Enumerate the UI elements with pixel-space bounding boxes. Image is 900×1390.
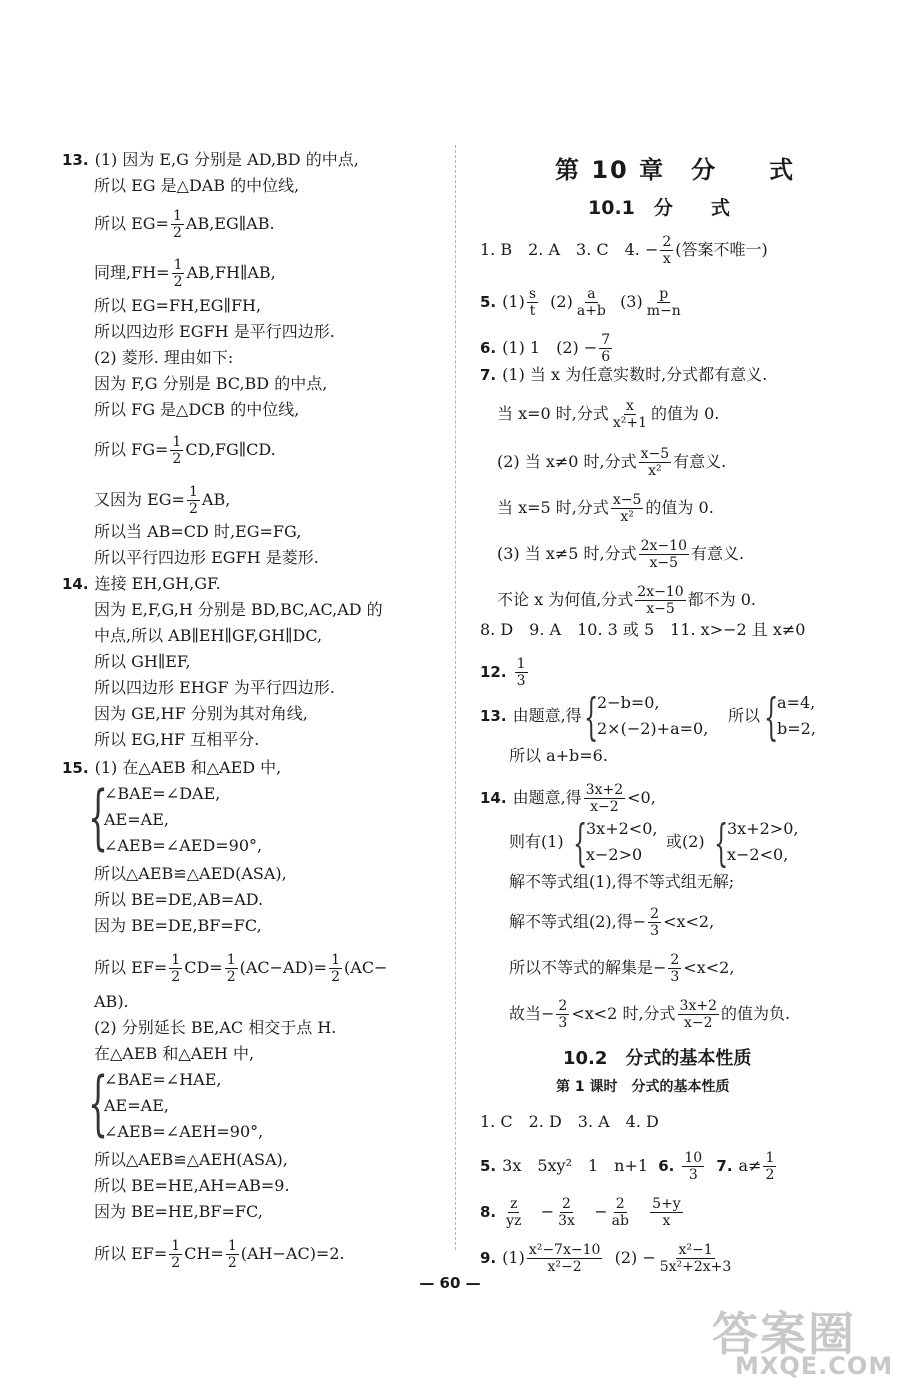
r-q7-line-4 — [497, 492, 714, 525]
brace-icon: { — [88, 1062, 109, 1144]
numerator: 1 — [172, 434, 182, 450]
page-number: — 60 — — [419, 1274, 481, 1292]
q13-line-1 — [62, 150, 359, 170]
q13-line-4 — [94, 257, 276, 290]
numerator: 2 — [558, 998, 568, 1014]
fraction — [329, 952, 342, 985]
denominator: 2 — [172, 225, 182, 241]
fraction — [170, 434, 183, 467]
text: 所以 EG= — [94, 214, 169, 233]
q13-number: 13. — [62, 151, 89, 169]
text: (AH−AC)=2. — [240, 1244, 345, 1263]
fraction — [527, 1242, 603, 1275]
q13-line-7: (2) 菱形. 理由如下: — [94, 348, 234, 367]
q13-line-11 — [94, 484, 230, 517]
text: CD,FG∥CD. — [185, 440, 276, 459]
text: (3) 当 x≠5 时,分式 — [497, 544, 637, 563]
r-q13-system-2: 2×(−2)+a=0, — [597, 719, 709, 738]
denominator: 3 — [516, 673, 526, 689]
r2-q1-4: 1. C 2. D 3. A 4. D — [480, 1112, 659, 1131]
denominator: 6 — [601, 349, 611, 365]
denominator: x²+1 — [612, 415, 648, 431]
text: (1) 当 x 为任意实数时,分式都有意义. — [502, 365, 768, 384]
fraction — [648, 906, 661, 939]
r-q14-system2-1: 3x+2>0, — [727, 819, 799, 838]
number: 5. — [480, 293, 497, 311]
q13-line-3 — [94, 208, 275, 241]
denominator: x−2 — [684, 1015, 713, 1031]
r-q14-line-2b: 或(2) — [666, 832, 705, 851]
denominator: yz — [506, 1213, 522, 1229]
fraction — [635, 584, 685, 617]
fraction — [169, 952, 182, 985]
text: AB,FH∥AB, — [186, 263, 276, 282]
denominator: 2 — [171, 1255, 181, 1271]
numerator: x−5 — [612, 492, 642, 508]
fraction — [763, 1150, 776, 1183]
denominator: 2 — [171, 969, 181, 985]
q15-line-12 — [94, 1238, 345, 1271]
text: − — [594, 1202, 608, 1221]
q15-line-11: 因为 BE=HE,BF=FC, — [94, 1202, 263, 1221]
fraction — [171, 208, 184, 241]
fraction — [611, 492, 644, 525]
denominator: 2 — [173, 274, 183, 290]
q13-line-5: 所以 EG=FH,EG∥FH, — [94, 296, 262, 315]
text: 所以不等式的解集是− — [509, 958, 667, 977]
number: 13. — [480, 707, 507, 725]
numerator: 1 — [227, 1238, 237, 1254]
fraction — [556, 998, 569, 1031]
numerator: 2x−10 — [637, 584, 684, 600]
text: (1) 1 (2) − — [502, 338, 598, 357]
fraction — [611, 398, 649, 431]
numerator: 1 — [172, 208, 182, 224]
text: 同理,FH= — [94, 263, 170, 282]
q13-line-12: 所以当 AB=CD 时,EG=FG, — [94, 522, 302, 541]
text: 故当− — [509, 1004, 555, 1023]
q15-line-8: 在△AEB 和△AEH 中, — [94, 1044, 255, 1063]
text: 有意义. — [673, 452, 727, 471]
q15-system2-1: ∠BAE=∠HAE, — [104, 1070, 222, 1089]
r-q14-line-4 — [509, 906, 714, 939]
text: 的值为 0. — [645, 498, 714, 517]
text: (AC−AD)= — [239, 958, 328, 977]
text: (1) — [502, 1248, 525, 1267]
r-q7-line-2 — [497, 398, 719, 431]
r2-q5-7 — [480, 1150, 778, 1183]
r-q14-system2-2: x−2<0, — [727, 845, 789, 864]
numerator: p — [659, 286, 669, 302]
numerator: s — [528, 286, 536, 302]
q13-line-10 — [94, 434, 276, 467]
q15-line-1 — [62, 758, 281, 778]
q13-line-9: 所以 FG 是△DCB 的中位线, — [94, 400, 300, 419]
r-q14-line-3: 解不等式组(1),得不等式组无解; — [509, 872, 735, 891]
text: 的值为 0. — [651, 404, 720, 423]
fraction — [169, 1238, 182, 1271]
text: 3x 5xy² 1 n+1 — [502, 1156, 649, 1175]
numerator: 1 — [171, 952, 181, 968]
r-q13-mid: 所以 — [728, 706, 761, 725]
text: 解不等式组(2),得− — [509, 912, 647, 931]
brace-icon: { — [584, 688, 599, 746]
fraction — [650, 1196, 683, 1229]
fraction — [172, 257, 185, 290]
text: (1) 因为 E,G 分别是 AD,BD 的中点, — [94, 150, 359, 169]
text: (答案不唯一) — [675, 240, 768, 259]
text: 的值为负. — [721, 1004, 791, 1023]
numerator: x²−1 — [678, 1242, 713, 1258]
r-q8-11: 8. D 9. A 10. 3 或 5 11. x>−2 且 x≠0 — [480, 620, 806, 639]
q13-line-2: 所以 EG 是△DAB 的中位线, — [94, 176, 300, 195]
q15-line-3: 所以 BE=DE,AB=AD. — [94, 890, 264, 909]
numerator: 2 — [650, 906, 660, 922]
number: 6. — [658, 1157, 675, 1175]
brace-icon: { — [714, 814, 729, 872]
numerator: x−5 — [640, 446, 670, 462]
q15-line-9: 所以△AEB≌△AEH(ASA), — [94, 1150, 288, 1169]
text: 连接 EH,GH,GF. — [94, 574, 221, 593]
brace-icon: { — [88, 776, 109, 858]
number: 8. — [480, 1203, 497, 1221]
r-q7-line-1 — [480, 365, 767, 385]
r-q7-line-6 — [497, 584, 756, 617]
number: 7. — [716, 1157, 733, 1175]
numerator: 2 — [615, 1196, 625, 1212]
q14-line-5: 所以四边形 EHGF 为平行四边形. — [94, 678, 335, 697]
denominator: 3 — [670, 969, 680, 985]
q14-line-3: 中点,所以 AB∥EH∥GF,GH∥DC, — [94, 626, 323, 645]
text: <x<2, — [683, 958, 735, 977]
section-title: 10.1 分 式 — [588, 197, 730, 219]
text: − — [540, 1202, 555, 1221]
text: 由题意,得 — [512, 788, 582, 807]
denominator: ab — [611, 1213, 629, 1229]
r-q7-line-3 — [497, 446, 726, 479]
text: <0, — [627, 788, 656, 807]
text: AB,EG∥AB. — [185, 214, 275, 233]
text: 又因为 EG= — [94, 490, 185, 509]
fraction — [645, 286, 683, 319]
numerator: 2 — [670, 952, 680, 968]
fraction — [556, 1196, 577, 1229]
denominator: m−n — [646, 303, 681, 319]
numerator: 3x+2 — [585, 782, 624, 798]
denominator: 3 — [558, 1015, 568, 1031]
denominator: 2 — [765, 1167, 775, 1183]
q15-line-7: (2) 分别延长 BE,AC 相交于点 H. — [94, 1018, 337, 1037]
denominator: x² — [620, 509, 634, 525]
text: 所以 EF= — [94, 958, 168, 977]
fraction — [599, 332, 612, 365]
section-title-2: 10.2 分式的基本性质 — [563, 1048, 752, 1069]
r2-q9 — [480, 1242, 735, 1275]
numerator: 1 — [171, 1238, 181, 1254]
fraction — [668, 952, 681, 985]
numerator: 1 — [173, 257, 183, 273]
fraction — [527, 286, 538, 319]
text: 不论 x 为何值,分式 — [497, 590, 634, 609]
text: (AC− — [344, 958, 388, 977]
denominator: 5x²+2x+3 — [659, 1259, 732, 1275]
denominator: x² — [648, 463, 662, 479]
denominator: 3 — [688, 1167, 698, 1183]
numerator: 2x−10 — [640, 538, 687, 554]
fraction — [678, 998, 719, 1031]
text: CD= — [184, 958, 223, 977]
q14-line-1 — [62, 574, 221, 594]
denominator: 3 — [650, 923, 660, 939]
column-divider — [455, 145, 456, 1250]
numerator: 1 — [765, 1150, 775, 1166]
fraction — [610, 1196, 631, 1229]
r-q6 — [480, 332, 614, 365]
denominator: 3x — [558, 1213, 575, 1229]
denominator: x — [662, 1213, 671, 1229]
watermark-url: MXQE.COM — [735, 1352, 894, 1380]
brace-icon: { — [764, 688, 779, 746]
numerator: 7 — [601, 332, 611, 348]
text: 1. B 2. A 3. C 4. − — [480, 240, 659, 259]
fraction — [504, 1196, 523, 1229]
denominator: a+b — [576, 303, 606, 319]
fraction — [658, 1242, 734, 1275]
denominator: 2 — [188, 501, 198, 517]
fraction — [584, 782, 625, 815]
fraction — [515, 656, 528, 689]
q14-line-2: 因为 E,F,G,H 分别是 BD,BC,AC,AD 的 — [94, 600, 383, 619]
text: 所以 EF= — [94, 1244, 168, 1263]
denominator: 2 — [172, 451, 182, 467]
numerator: 3x+2 — [679, 998, 717, 1014]
r-q14-line-2a: 则有(1) — [509, 832, 564, 851]
text: (2) — [550, 292, 573, 311]
numerator: 1 — [188, 484, 198, 500]
text: a≠ — [738, 1156, 762, 1175]
r-q13-result-2: b=2, — [777, 719, 816, 738]
text: AB, — [201, 490, 231, 509]
q15-number: 15. — [62, 759, 89, 777]
numerator: 2 — [562, 1196, 571, 1212]
denominator: 2 — [331, 969, 341, 985]
q14-line-7: 所以 EG,HF 互相平分. — [94, 730, 260, 749]
denominator: t — [529, 303, 536, 319]
numerator: 2 — [662, 234, 672, 250]
text: (3) — [620, 292, 643, 311]
denominator: x−5 — [646, 601, 675, 617]
r2-q8 — [480, 1196, 685, 1229]
number: 12. — [480, 663, 507, 681]
number: 9. — [480, 1249, 497, 1267]
text: 有意义. — [690, 544, 745, 563]
numerator: 5+y — [652, 1196, 681, 1212]
q13-line-13: 所以平行四边形 EGFH 是菱形. — [94, 548, 319, 567]
r-q1-4 — [480, 234, 768, 267]
fraction — [187, 484, 200, 517]
r-q13-system-1: 2−b=0, — [597, 693, 660, 712]
fraction — [225, 952, 238, 985]
r-q14-line-6 — [509, 998, 790, 1031]
number: 6. — [480, 339, 497, 357]
number: 14. — [480, 789, 507, 807]
q15-system2-3: ∠AEB=∠AEH=90°, — [104, 1122, 264, 1141]
text: (2) − — [614, 1248, 656, 1267]
r-q13-line-2: 所以 a+b=6. — [509, 746, 608, 765]
brace-icon: { — [573, 814, 588, 872]
r-q13-lead — [480, 706, 582, 726]
q14-line-4: 所以 GH∥EF, — [94, 652, 191, 671]
r-q13-result-1: a=4, — [777, 693, 816, 712]
denominator: x−5 — [649, 555, 679, 571]
text: (1) 在△AEB 和△AED 中, — [94, 758, 282, 777]
denominator: 2 — [226, 969, 236, 985]
fraction — [639, 538, 689, 571]
number: 7. — [480, 366, 497, 384]
numerator: 1 — [516, 656, 526, 672]
text: 所以 FG= — [94, 440, 169, 459]
lesson-title: 第 1 课时 分式的基本性质 — [556, 1079, 730, 1095]
r-q14-line-5 — [509, 952, 734, 985]
denominator: x — [662, 251, 671, 267]
q15-line-6: AB). — [94, 992, 129, 1011]
denominator: x−2 — [590, 799, 619, 815]
chapter-title: 第 10 章 分 式 — [555, 156, 796, 184]
q15-line-10: 所以 BE=HE,AH=AB=9. — [94, 1176, 290, 1195]
q14-number: 14. — [62, 575, 89, 593]
r-q14-system1-2: x−2>0 — [586, 845, 643, 864]
fraction — [660, 234, 673, 267]
text: CH= — [184, 1244, 224, 1263]
q15-line-4: 因为 BE=DE,BF=FC, — [94, 916, 262, 935]
fraction — [226, 1238, 239, 1271]
text: 当 x=5 时,分式 — [497, 498, 609, 517]
text: <x<2 时,分式 — [571, 1004, 676, 1023]
q13-line-6: 所以四边形 EGFH 是平行四边形. — [94, 322, 335, 341]
r-q5 — [480, 286, 685, 319]
fraction — [639, 446, 672, 479]
r-q12 — [480, 656, 530, 689]
denominator: 2 — [227, 1255, 237, 1271]
numerator: z — [510, 1196, 518, 1212]
r-q7-line-5 — [497, 538, 744, 571]
q13-line-8: 因为 F,G 分别是 BC,BD 的中点, — [94, 374, 328, 393]
number: 5. — [480, 1157, 497, 1175]
numerator: x — [626, 398, 634, 414]
q15-system2-2: AE=AE, — [104, 1096, 169, 1115]
q15-line-5 — [94, 952, 387, 985]
text: 由题意,得 — [512, 706, 582, 725]
numerator: a — [587, 286, 596, 302]
q15-system-2: AE=AE, — [104, 810, 169, 829]
q15-system-3: ∠AEB=∠AED=90°, — [104, 836, 263, 855]
text: (1) — [502, 292, 525, 311]
numerator: 1 — [226, 952, 236, 968]
text: (2) 当 x≠0 时,分式 — [497, 452, 637, 471]
denominator: x²−2 — [547, 1259, 582, 1275]
q14-line-6: 因为 GE,HF 分别为其对角线, — [94, 704, 308, 723]
numerator: x²−7x−10 — [528, 1242, 601, 1258]
q15-line-2: 所以△AEB≌△AED(ASA), — [94, 864, 287, 883]
q15-system-1: ∠BAE=∠DAE, — [104, 784, 221, 803]
r-q14-system1-1: 3x+2<0, — [586, 819, 658, 838]
fraction — [682, 1150, 704, 1183]
text: 都不为 0. — [687, 590, 757, 609]
numerator: 1 — [331, 952, 341, 968]
r-q14-line-1 — [480, 782, 656, 815]
text: 当 x=0 时,分式 — [497, 404, 609, 423]
text: <x<2, — [663, 912, 715, 931]
fraction — [575, 286, 608, 319]
numerator: 10 — [684, 1150, 703, 1166]
watermark-logo: 答案圈 — [712, 1307, 856, 1361]
